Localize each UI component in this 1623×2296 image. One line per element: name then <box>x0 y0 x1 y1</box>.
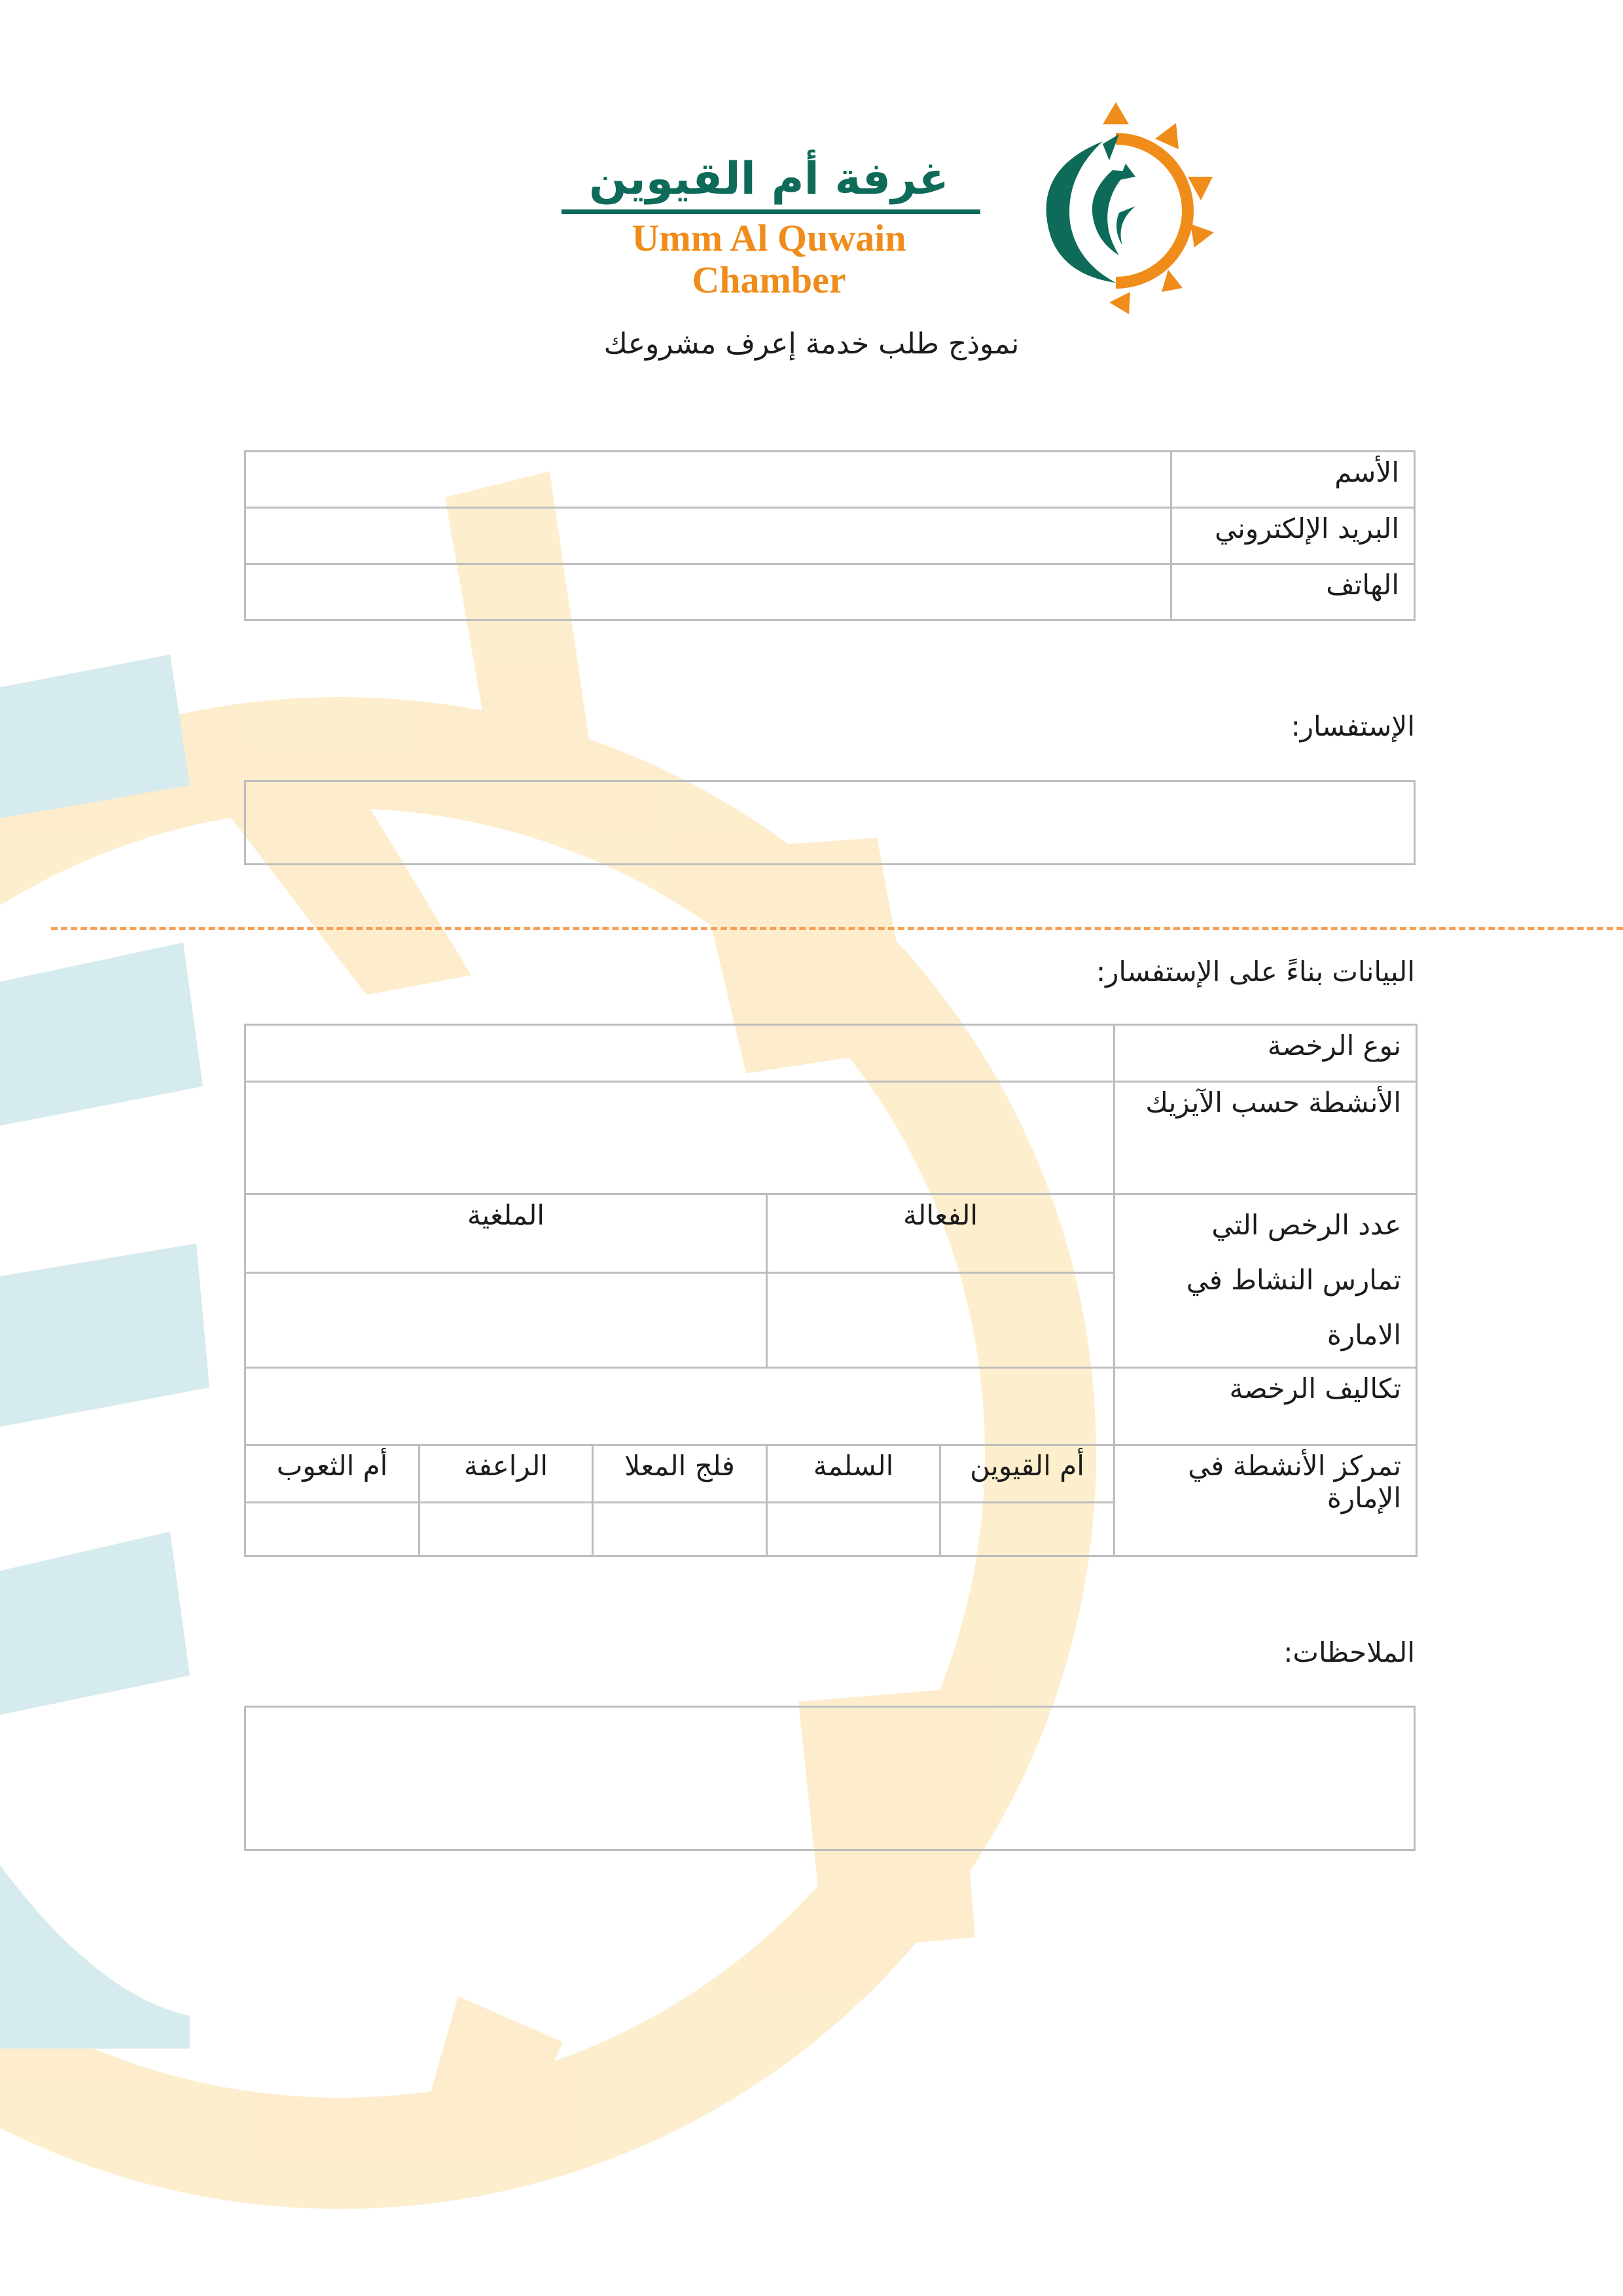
notes-field[interactable] <box>244 1706 1416 1851</box>
license-count-label <box>1115 1194 1417 1368</box>
license-costs-label: تكاليف الرخصة <box>1115 1368 1417 1445</box>
section-divider <box>51 927 1623 930</box>
contact-table <box>244 450 1416 621</box>
inquiry-field[interactable] <box>244 780 1416 865</box>
license-costs-field[interactable] <box>245 1368 1115 1445</box>
active-header: الفعالة <box>767 1194 1115 1273</box>
license-count-line-1: عدد الرخص التي <box>1211 1209 1402 1241</box>
email-field[interactable] <box>245 508 1171 564</box>
logo-arabic-text: غرفة أم القيوين <box>589 153 949 205</box>
area-header: السلمة <box>767 1445 940 1503</box>
license-count-line-2: تمارس النشاط في <box>1186 1264 1402 1296</box>
name-field[interactable] <box>245 452 1171 508</box>
active-count-field[interactable] <box>767 1273 1115 1368</box>
details-table <box>244 1024 1418 1557</box>
area-header: فلج المعلا <box>593 1445 767 1503</box>
concentration-label: تمركز الأنشطة في الإمارة <box>1115 1445 1417 1556</box>
data-section-label: البيانات بناءً على الإستفسار: <box>1096 956 1415 988</box>
activities-field[interactable] <box>245 1082 1115 1194</box>
area-field[interactable] <box>940 1503 1115 1556</box>
area-field[interactable] <box>593 1503 767 1556</box>
logo-english-text: Umm Al Quwain Chamber <box>632 217 906 301</box>
license-type-label: نوع الرخصة <box>1115 1025 1417 1082</box>
cancelled-header: الملغية <box>245 1194 767 1273</box>
email-label: البريد الإلكتروني <box>1171 508 1415 564</box>
phone-field[interactable] <box>245 564 1171 620</box>
name-label: الأسم <box>1171 452 1415 508</box>
area-header: الراعفة <box>419 1445 593 1503</box>
area-header: أم الثعوب <box>245 1445 419 1503</box>
phone-label: الهاتف <box>1171 564 1415 620</box>
activities-label: الأنشطة حسب الآيزيك <box>1115 1082 1417 1194</box>
logo-divider <box>562 209 980 214</box>
form-title: نموذج طلب خدمة إعرف مشروعك <box>603 327 1020 361</box>
license-count-line-3: الامارة <box>1327 1319 1402 1351</box>
notes-label: الملاحظات: <box>1283 1636 1415 1668</box>
inquiry-label: الإستفسار: <box>1291 710 1415 742</box>
area-header: أم القيوين <box>940 1445 1115 1503</box>
area-field[interactable] <box>419 1503 593 1556</box>
chamber-logo-icon <box>1005 98 1227 321</box>
cancelled-count-field[interactable] <box>245 1273 767 1368</box>
license-type-field[interactable] <box>245 1025 1115 1082</box>
area-field[interactable] <box>767 1503 940 1556</box>
area-field[interactable] <box>245 1503 419 1556</box>
